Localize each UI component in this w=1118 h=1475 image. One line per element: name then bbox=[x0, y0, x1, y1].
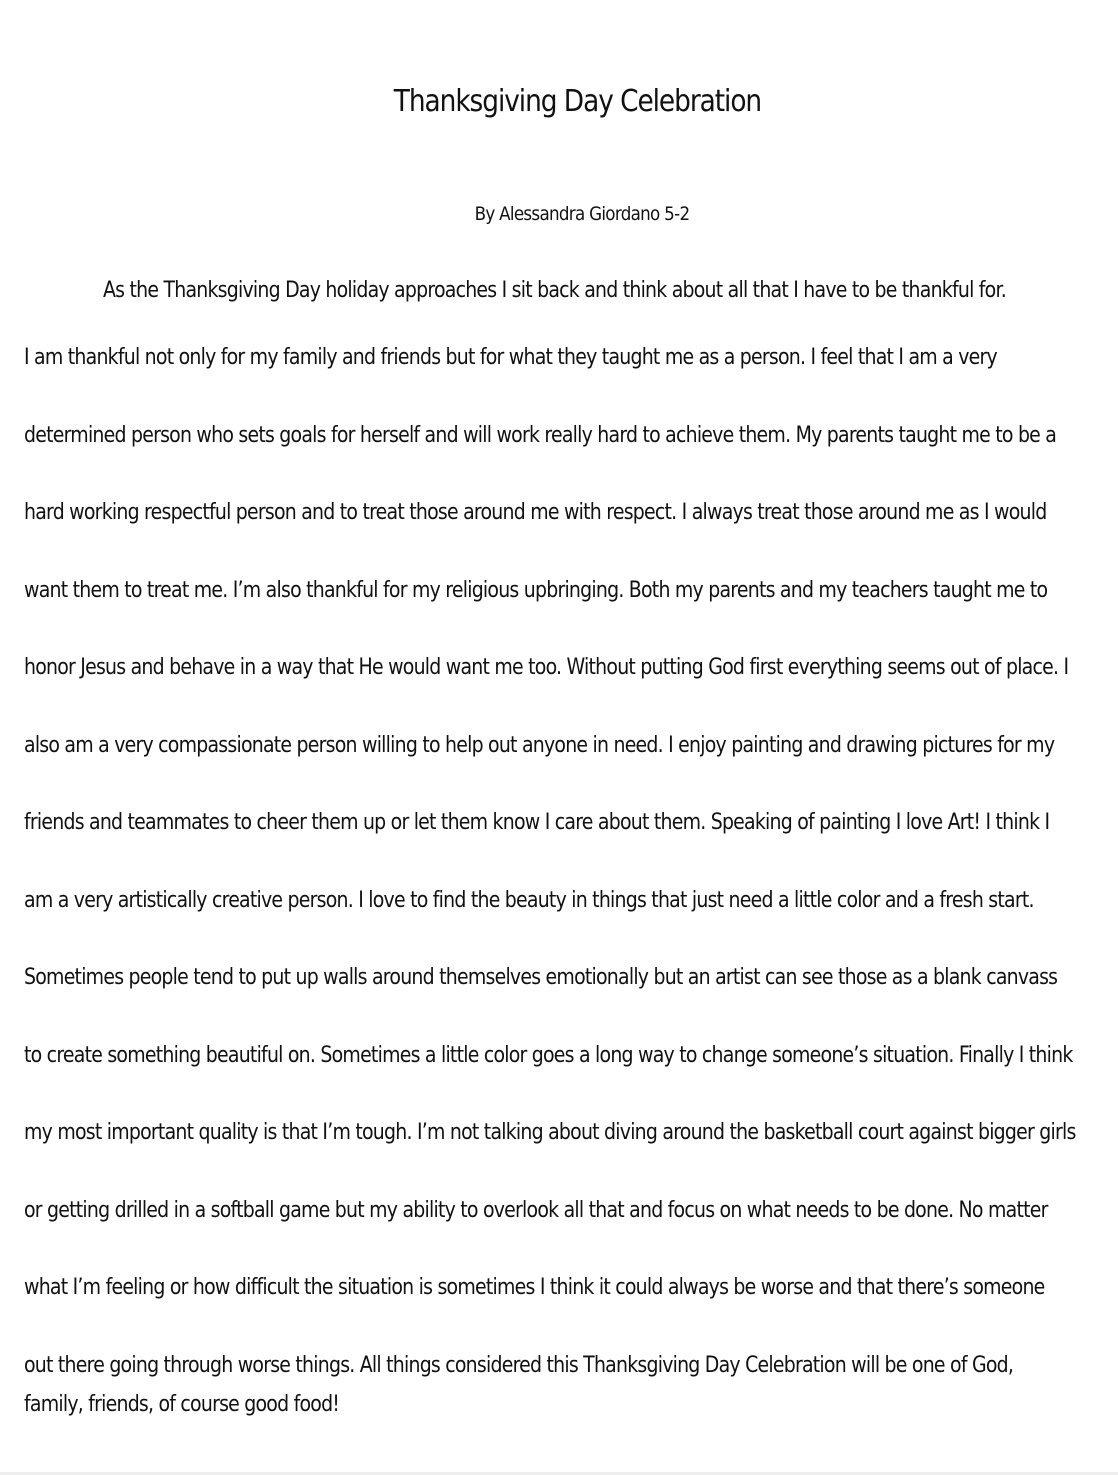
paragraph-line: want them to treat me. I’m also thankful for my religious upbringing. Both my parents and my teachers taught me to bbox=[24, 578, 1048, 603]
paragraph-line: determined person who sets goals for herself and will work really hard to achieve them. My parents taught me to be a bbox=[24, 423, 1057, 448]
paragraph-line: friends and teammates to cheer them up or let them know I care about them. Speaking of painting I love Art! I think I bbox=[24, 810, 1050, 835]
paragraph-line: out there going through worse things. All things considered this Thanksgiving Day Celebration will be one of God, bbox=[24, 1353, 1014, 1378]
paragraph-line: Sometimes people tend to put up walls around themselves emotionally but an artist can see those as a blank canvass bbox=[24, 965, 1058, 990]
paragraph-line: As the Thanksgiving Day holiday approaches I sit back and think about all that I have to be thankful for. bbox=[103, 278, 1006, 303]
paragraph-line: or getting drilled in a softball game but my ability to overlook all that and focus on what needs to be done. No matter bbox=[24, 1198, 1048, 1223]
paragraph-line: to create something beautiful on. Sometimes a little color goes a long way to change someone’s situation. Finally I think bbox=[24, 1043, 1073, 1068]
document-title: Thanksgiving Day Celebration bbox=[393, 84, 762, 119]
paragraph-line: honor Jesus and behave in a way that He would want me too. Without putting God first everything seems out of place. I bbox=[24, 655, 1069, 680]
paragraph-line: family, friends, of course good food! bbox=[24, 1392, 340, 1417]
paragraph-line: my most important quality is that I’m tough. I’m not talking about diving around the basketball court against bigger girls bbox=[24, 1120, 1076, 1145]
paragraph-line: what I’m feeling or how difficult the situation is sometimes I think it could always be worse and that there’s someone bbox=[24, 1275, 1045, 1300]
paragraph-line: hard working respectful person and to treat those around me with respect. I always treat those around me as I would bbox=[24, 500, 1047, 525]
paragraph-line: also am a very compassionate person willing to help out anyone in need. I enjoy painting and drawing pictures for my bbox=[24, 733, 1055, 758]
paragraph-line: am a very artistically creative person. I love to find the beauty in things that just need a little color and a fresh start. bbox=[24, 888, 1034, 913]
paragraph-line: I am thankful not only for my family and friends but for what they taught me as a person. I feel that I am a very bbox=[24, 345, 997, 370]
author-byline: By Alessandra Giordano 5-2 bbox=[474, 203, 690, 225]
